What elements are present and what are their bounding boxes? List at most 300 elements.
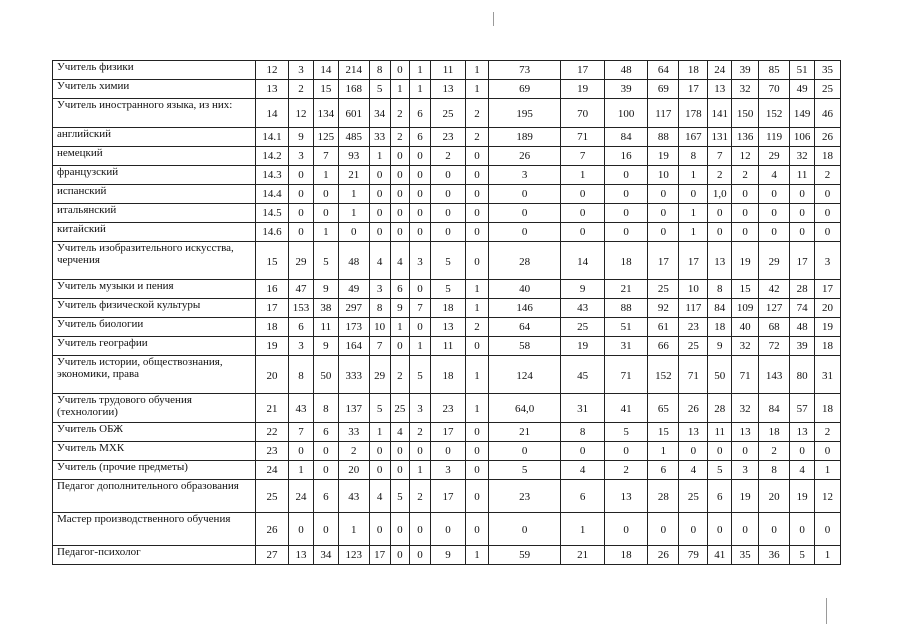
table-cell: 0	[466, 461, 489, 480]
table-cell: 17	[561, 61, 604, 80]
table-cell: 0	[289, 513, 314, 546]
row-label: французский	[53, 166, 256, 185]
table-cell: 35	[815, 61, 841, 80]
table-cell: 18	[679, 61, 708, 80]
table-cell: 4	[369, 242, 390, 280]
row-label: Учитель изобразительного искусства, черчения	[53, 242, 256, 280]
table-cell: 0	[604, 185, 647, 204]
table-cell: 40	[488, 280, 560, 299]
row-label: Учитель физики	[53, 61, 256, 80]
table-cell: 32	[732, 337, 759, 356]
row-label: Учитель химии	[53, 80, 256, 99]
row-code-cell: 14.6	[255, 223, 288, 242]
table-cell: 26	[815, 128, 841, 147]
table-cell: 3	[815, 242, 841, 280]
table-cell: 34	[369, 99, 390, 128]
row-code-cell: 15	[255, 242, 288, 280]
table-cell: 26	[488, 147, 560, 166]
table-cell: 72	[759, 337, 790, 356]
table-cell: 68	[759, 318, 790, 337]
table-cell: 0	[338, 223, 369, 242]
table-cell: 1	[679, 204, 708, 223]
table-cell: 297	[338, 299, 369, 318]
table-cell: 3	[732, 461, 759, 480]
table-row	[53, 204, 841, 223]
table-cell: 5	[604, 423, 647, 442]
table-cell: 0	[604, 166, 647, 185]
table-cell: 152	[648, 356, 679, 394]
table-row	[53, 128, 841, 147]
row-code-cell: 21	[255, 394, 288, 423]
table-cell: 93	[338, 147, 369, 166]
table-cell: 74	[790, 299, 815, 318]
table-cell: 0	[289, 442, 314, 461]
table-row	[53, 337, 841, 356]
table-cell: 8	[313, 394, 338, 423]
table-cell: 1	[338, 185, 369, 204]
table-cell: 10	[369, 318, 390, 337]
table-cell: 143	[759, 356, 790, 394]
table-row	[53, 356, 841, 394]
table-cell: 2	[815, 166, 841, 185]
table-cell: 0	[708, 223, 732, 242]
row-label: Мастер производственного обучения	[53, 513, 256, 546]
table-cell: 164	[338, 337, 369, 356]
table-cell: 137	[338, 394, 369, 423]
table-cell: 19	[732, 242, 759, 280]
table-cell: 2	[466, 318, 489, 337]
table-cell: 3	[430, 461, 465, 480]
table-cell: 19	[561, 337, 604, 356]
table-cell: 92	[648, 299, 679, 318]
table-cell: 28	[708, 394, 732, 423]
table-cell: 0	[390, 61, 410, 80]
table-cell: 2	[815, 423, 841, 442]
table-cell: 1	[815, 461, 841, 480]
table-cell: 2	[466, 128, 489, 147]
table-cell: 71	[679, 356, 708, 394]
table-cell: 1	[289, 461, 314, 480]
table-cell: 3	[410, 394, 431, 423]
table-cell: 6	[561, 480, 604, 513]
table-cell: 1	[466, 61, 489, 80]
table-cell: 0	[648, 204, 679, 223]
table-cell: 149	[790, 99, 815, 128]
table-cell: 0	[648, 223, 679, 242]
table-cell: 100	[604, 99, 647, 128]
table-cell: 2	[410, 423, 431, 442]
table-cell: 7	[313, 147, 338, 166]
row-code-cell: 14.3	[255, 166, 288, 185]
table-cell: 21	[338, 166, 369, 185]
table-cell: 119	[759, 128, 790, 147]
table-cell: 10	[679, 280, 708, 299]
table-cell: 79	[679, 546, 708, 565]
table-cell: 333	[338, 356, 369, 394]
table-cell: 17	[369, 546, 390, 565]
table-body	[53, 61, 841, 565]
table-cell: 9	[313, 280, 338, 299]
table-cell: 6	[410, 128, 431, 147]
table-cell: 0	[466, 337, 489, 356]
staff-statistics-table	[52, 60, 841, 565]
table-row	[53, 61, 841, 80]
table-cell: 8	[759, 461, 790, 480]
table-cell: 0	[430, 204, 465, 223]
table-cell: 0	[732, 204, 759, 223]
table-cell: 189	[488, 128, 560, 147]
table-cell: 0	[410, 546, 431, 565]
table-cell: 17	[679, 80, 708, 99]
table-row	[53, 80, 841, 99]
row-code-cell: 16	[255, 280, 288, 299]
table-cell: 0	[410, 185, 431, 204]
table-cell: 0	[410, 442, 431, 461]
table-cell: 0	[313, 442, 338, 461]
table-cell: 1	[815, 546, 841, 565]
table-cell: 25	[561, 318, 604, 337]
table-cell: 0	[410, 147, 431, 166]
table-cell: 214	[338, 61, 369, 80]
table-cell: 29	[289, 242, 314, 280]
table-row	[53, 166, 841, 185]
row-label: немецкий	[53, 147, 256, 166]
table-cell: 0	[390, 204, 410, 223]
table-cell: 18	[430, 356, 465, 394]
table-cell: 131	[708, 128, 732, 147]
table-cell: 28	[790, 280, 815, 299]
table-row	[53, 513, 841, 546]
table-cell: 0	[604, 204, 647, 223]
table-cell: 0	[369, 461, 390, 480]
table-cell: 6	[708, 480, 732, 513]
table-cell: 65	[648, 394, 679, 423]
table-cell: 13	[604, 480, 647, 513]
row-code-cell: 13	[255, 80, 288, 99]
table-cell: 26	[648, 546, 679, 565]
table-cell: 43	[561, 299, 604, 318]
table-cell: 4	[759, 166, 790, 185]
table-cell: 0	[410, 223, 431, 242]
table-cell: 0	[604, 442, 647, 461]
table-cell: 127	[759, 299, 790, 318]
table-cell: 69	[488, 80, 560, 99]
table-cell: 173	[338, 318, 369, 337]
table-cell: 0	[759, 185, 790, 204]
table-row	[53, 546, 841, 565]
table-cell: 1	[561, 513, 604, 546]
table-cell: 1	[648, 442, 679, 461]
table-cell: 15	[648, 423, 679, 442]
table-cell: 5	[410, 356, 431, 394]
table-row	[53, 147, 841, 166]
table-cell: 42	[759, 280, 790, 299]
table-cell: 5	[790, 546, 815, 565]
table-cell: 8	[369, 61, 390, 80]
table-row	[53, 242, 841, 280]
row-label: Учитель (прочие предметы)	[53, 461, 256, 480]
row-label: Учитель трудового обучения (технологии)	[53, 394, 256, 423]
table-cell: 2	[604, 461, 647, 480]
table-cell: 69	[648, 80, 679, 99]
table-cell: 13	[708, 242, 732, 280]
table-cell: 9	[561, 280, 604, 299]
table-cell: 45	[561, 356, 604, 394]
row-label: Учитель МХК	[53, 442, 256, 461]
table-cell: 29	[759, 242, 790, 280]
table-cell: 0	[410, 318, 431, 337]
table-cell: 195	[488, 99, 560, 128]
table-cell: 0	[604, 513, 647, 546]
table-cell: 1	[679, 223, 708, 242]
table-cell: 1	[410, 61, 431, 80]
table-cell: 26	[679, 394, 708, 423]
table-cell: 0	[732, 223, 759, 242]
table-cell: 18	[604, 546, 647, 565]
table-cell: 19	[648, 147, 679, 166]
table-cell: 57	[790, 394, 815, 423]
table-cell: 64	[648, 61, 679, 80]
table-cell: 0	[815, 513, 841, 546]
table-cell: 0	[289, 223, 314, 242]
table-cell: 84	[708, 299, 732, 318]
table-cell: 0	[466, 513, 489, 546]
table-cell: 24	[289, 480, 314, 513]
table-cell: 13	[732, 423, 759, 442]
table-cell: 17	[679, 242, 708, 280]
table-cell: 41	[604, 394, 647, 423]
table-cell: 0	[369, 204, 390, 223]
table-cell: 2	[759, 442, 790, 461]
table-cell: 5	[430, 280, 465, 299]
table-cell: 3	[488, 166, 560, 185]
table-cell: 0	[648, 513, 679, 546]
table-cell: 9	[289, 128, 314, 147]
table-cell: 117	[679, 299, 708, 318]
table-cell: 32	[790, 147, 815, 166]
table-cell: 0	[561, 223, 604, 242]
table-cell: 9	[708, 337, 732, 356]
table-cell: 0	[815, 223, 841, 242]
table-cell: 2	[708, 166, 732, 185]
table-cell: 71	[561, 128, 604, 147]
table-cell: 5	[313, 242, 338, 280]
table-cell: 6	[648, 461, 679, 480]
row-label: Учитель ОБЖ	[53, 423, 256, 442]
table-row	[53, 461, 841, 480]
table-cell: 50	[313, 356, 338, 394]
table-cell: 12	[732, 147, 759, 166]
table-cell: 3	[289, 337, 314, 356]
table-row	[53, 99, 841, 128]
table-cell: 19	[561, 80, 604, 99]
table-cell: 0	[369, 166, 390, 185]
table-cell: 0	[488, 185, 560, 204]
table-cell: 0	[790, 204, 815, 223]
table-cell: 0	[466, 423, 489, 442]
table-cell: 1	[390, 318, 410, 337]
row-code-cell: 20	[255, 356, 288, 394]
table-cell: 20	[759, 480, 790, 513]
table-cell: 1	[466, 356, 489, 394]
table-cell: 9	[430, 546, 465, 565]
table-cell: 168	[338, 80, 369, 99]
table-cell: 14	[561, 242, 604, 280]
table-cell: 18	[815, 337, 841, 356]
table-cell: 0	[488, 513, 560, 546]
table-cell: 152	[759, 99, 790, 128]
table-cell: 1	[369, 423, 390, 442]
table-cell: 0	[410, 204, 431, 223]
row-code-cell: 25	[255, 480, 288, 513]
table-cell: 0	[369, 223, 390, 242]
table-cell: 33	[369, 128, 390, 147]
table-cell: 0	[466, 204, 489, 223]
table-cell: 8	[369, 299, 390, 318]
row-code-cell: 14.2	[255, 147, 288, 166]
table-cell: 5	[488, 461, 560, 480]
table-cell: 13	[679, 423, 708, 442]
table-cell: 0	[289, 185, 314, 204]
table-cell: 5	[390, 480, 410, 513]
table-cell: 6	[390, 280, 410, 299]
table-cell: 0	[604, 223, 647, 242]
table-cell: 0	[708, 513, 732, 546]
table-cell: 88	[604, 299, 647, 318]
table-cell: 8	[289, 356, 314, 394]
table-cell: 0	[430, 185, 465, 204]
table-cell: 11	[430, 337, 465, 356]
table-cell: 15	[313, 80, 338, 99]
table-cell: 0	[390, 513, 410, 546]
table-cell: 0	[313, 513, 338, 546]
table-cell: 0	[679, 442, 708, 461]
table-cell: 17	[815, 280, 841, 299]
table-cell: 0	[369, 442, 390, 461]
table-row	[53, 423, 841, 442]
table-cell: 0	[390, 461, 410, 480]
table-cell: 1	[410, 461, 431, 480]
table-cell: 0	[790, 442, 815, 461]
table-cell: 8	[679, 147, 708, 166]
table-cell: 11	[430, 61, 465, 80]
table-cell: 8	[708, 280, 732, 299]
row-label: Учитель музыки и пения	[53, 280, 256, 299]
table-cell: 71	[732, 356, 759, 394]
table-cell: 0	[790, 185, 815, 204]
table-cell: 0	[313, 204, 338, 223]
table-cell: 59	[488, 546, 560, 565]
table-cell: 3	[289, 147, 314, 166]
table-cell: 0	[410, 280, 431, 299]
table-cell: 0	[466, 147, 489, 166]
table-cell: 125	[313, 128, 338, 147]
table-cell: 34	[313, 546, 338, 565]
table-cell: 31	[561, 394, 604, 423]
table-cell: 0	[430, 223, 465, 242]
table-cell: 25	[815, 80, 841, 99]
row-code-cell: 22	[255, 423, 288, 442]
table-cell: 40	[732, 318, 759, 337]
table-cell: 51	[604, 318, 647, 337]
table-cell: 71	[604, 356, 647, 394]
row-code-cell: 19	[255, 337, 288, 356]
table-cell: 4	[561, 461, 604, 480]
table-cell: 1	[561, 166, 604, 185]
table-cell: 43	[338, 480, 369, 513]
table-cell: 18	[604, 242, 647, 280]
table-cell: 31	[604, 337, 647, 356]
table-cell: 16	[604, 147, 647, 166]
table-cell: 51	[790, 61, 815, 80]
row-code-cell: 14	[255, 99, 288, 128]
table-cell: 48	[604, 61, 647, 80]
table-cell: 23	[430, 128, 465, 147]
table-cell: 1	[369, 147, 390, 166]
table-cell: 39	[790, 337, 815, 356]
table-cell: 13	[790, 423, 815, 442]
table-cell: 46	[815, 99, 841, 128]
row-label: итальянский	[53, 204, 256, 223]
table-cell: 2	[390, 128, 410, 147]
table-cell: 7	[369, 337, 390, 356]
table-cell: 20	[815, 299, 841, 318]
table-cell: 70	[561, 99, 604, 128]
table-cell: 0	[732, 513, 759, 546]
table-cell: 11	[790, 166, 815, 185]
table-row	[53, 223, 841, 242]
table-cell: 23	[679, 318, 708, 337]
table-cell: 17	[790, 242, 815, 280]
table-cell: 117	[648, 99, 679, 128]
table-cell: 25	[430, 99, 465, 128]
table-cell: 23	[488, 480, 560, 513]
table-cell: 6	[410, 99, 431, 128]
table-cell: 1	[466, 546, 489, 565]
table-cell: 6	[289, 318, 314, 337]
table-cell: 0	[390, 337, 410, 356]
row-label: английский	[53, 128, 256, 147]
table-cell: 11	[708, 423, 732, 442]
table-cell: 2	[732, 166, 759, 185]
table-row	[53, 185, 841, 204]
row-label: испанский	[53, 185, 256, 204]
table-cell: 19	[732, 480, 759, 513]
row-code-cell: 14.4	[255, 185, 288, 204]
table-cell: 39	[732, 61, 759, 80]
table-row	[53, 480, 841, 513]
table-cell: 0	[390, 185, 410, 204]
table-cell: 1	[466, 299, 489, 318]
row-code-cell: 14.5	[255, 204, 288, 223]
table-cell: 5	[369, 80, 390, 99]
table-cell: 15	[732, 280, 759, 299]
table-cell: 106	[790, 128, 815, 147]
row-code-cell: 26	[255, 513, 288, 546]
table-cell: 178	[679, 99, 708, 128]
row-label: Педагог-психолог	[53, 546, 256, 565]
table-cell: 21	[488, 423, 560, 442]
table-cell: 4	[390, 242, 410, 280]
table-cell: 0	[313, 185, 338, 204]
table-cell: 0	[561, 204, 604, 223]
table-cell: 0	[466, 242, 489, 280]
table-cell: 28	[488, 242, 560, 280]
table-cell: 1	[466, 394, 489, 423]
table-cell: 25	[679, 337, 708, 356]
table-cell: 0	[390, 166, 410, 185]
table-cell: 58	[488, 337, 560, 356]
